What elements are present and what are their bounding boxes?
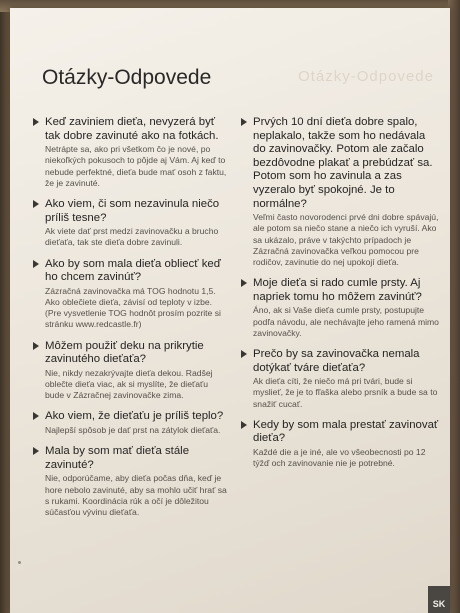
question-text: Ako viem, či som nezavinula niečo príliš tesne? — [45, 198, 220, 224]
answer-text: Zázračná zavinovačka má TOG hodnotu 1,5. Ako oblečiete dieťa, závisí od teploty v izbe. (Pre vysvetlenie TOG hodnôt prosím pozrite si stránku www.redcastle.fr) — [45, 285, 221, 330]
question-heading — [32, 258, 228, 285]
answer-text: Ak dieťa cíti, že niečo má pri tvári, bude si myslieť, že je to fľaška alebo prsník a bude sa to snažiť cucať. — [253, 376, 438, 409]
bullet-arrow-icon — [241, 350, 247, 358]
question-heading — [32, 198, 228, 225]
question-heading — [32, 340, 228, 367]
qa-item — [32, 198, 228, 249]
question-heading — [32, 445, 228, 472]
left-column — [32, 116, 228, 527]
bullet-arrow-icon — [33, 342, 39, 350]
question-text: Mala by som mať dieťa stále zavinuté? — [45, 445, 190, 471]
question-text: Prečo by sa zavinovačka nemala dotýkať tváre dieťaťa? — [253, 347, 420, 374]
question-heading — [240, 348, 440, 375]
right-column — [240, 116, 440, 478]
bleed-through-text: Otázky-Odpovede — [298, 68, 434, 85]
answer-text: Veľmi často novorodenci prvé dni dobre spávajú, ale potom sa niečo stane a niečo ich vyruší. Ako sa ukázalo, práve v takýchto prípadoch je Zázračná zavinovačka veľkou pomocou pre rodičov, zavinutie do nej upokojí dieťa. — [253, 212, 439, 267]
question-text: Môžem použiť deku na prikrytie zavinutého dieťaťa? — [45, 339, 204, 366]
qa-item — [240, 419, 440, 470]
qa-item — [240, 116, 440, 268]
question-text: Ako viem, že dieťaťu je príliš teplo? — [45, 410, 224, 423]
question-heading — [32, 410, 228, 424]
question-text: Keď zaviniem dieťa, nevyzerá byť tak dobre zavinuté ako na fotkách. — [45, 116, 219, 142]
booklet-page — [10, 8, 450, 613]
qa-item — [32, 116, 228, 189]
bullet-arrow-icon — [33, 412, 39, 420]
question-heading — [32, 116, 228, 143]
qa-item — [240, 348, 440, 410]
question-text: Ako by som mala dieťa obliecť keď ho chcem zavinúť? — [45, 257, 221, 284]
question-heading — [240, 277, 440, 304]
answer-text: Netrápte sa, ako pri všetkom čo je nové, po niekoľkých pokusoch to pôjde aj Vám. Aj keď to nebude perfektné, dieťa bude mať osoh z faktu, že je zavinuté. — [45, 144, 227, 188]
question-text: Prvých 10 dní dieťa dobre spalo, neplakalo, takže som ho nedávala do zavinovačky. Potom ale začalo bezdôvodne plakať a prebúdzať sa. Potom som ho zavinula a zas vyzeralo byť spokojné. Je to normálne? — [253, 116, 433, 210]
qa-item — [32, 258, 228, 331]
qa-item — [240, 277, 440, 339]
qa-item — [32, 410, 228, 436]
qa-item — [32, 445, 228, 518]
answer-text: Najlepší spôsob je dať prst na zátylok dieťaťa. — [45, 424, 221, 435]
question-text: Moje dieťa si rado cumle prsty. Aj napriek tomu ho môžem zavinúť? — [253, 277, 422, 303]
answer-text: Každé die a je iné, ale vo všeobecnosti po 12 týžď och zavinovanie nie je potrebné. — [253, 446, 426, 469]
answer-text: Áno, ak si Vaše dieťa cumle prsty, postupujte podľa návodu, ale nechávajte jeho ramená mimo zavinovačky. — [253, 305, 439, 338]
bullet-arrow-icon — [33, 118, 39, 126]
answer-text: Ak viete dať prst medzi zavinovačku a brucho dieťaťa, tak ste dieťa dobre zavinuli. — [45, 226, 219, 248]
answer-text: Nie, odporúčame, aby dieťa počas dňa, keď je hore nebolo zavinuté, aby sa mohlo učiť hrať sa s rukami. Koordinácia rúk a očí je dôležitou súčasťou vývinu dieťaťa. — [45, 473, 227, 517]
bullet-arrow-icon — [33, 200, 39, 208]
qa-item — [32, 340, 228, 402]
bullet-arrow-icon — [33, 260, 39, 268]
language-tab: SK — [428, 586, 450, 613]
question-text: Kedy by som mala prestať zavinovať dieťa? — [253, 418, 439, 445]
page-mark — [18, 561, 21, 564]
bullet-arrow-icon — [241, 279, 247, 287]
question-heading — [240, 419, 440, 446]
bullet-arrow-icon — [33, 447, 39, 455]
bullet-arrow-icon — [241, 421, 247, 429]
question-heading — [240, 116, 440, 211]
bullet-arrow-icon — [241, 118, 247, 126]
page-title: Otázky-Odpovede — [42, 66, 212, 89]
answer-text: Nie, nikdy nezakrývajte dieťa dekou. Radšej oblečte dieťa viac, ak si myslíte, že dieťaťu bude v Zázračnej zavinovačke zima. — [45, 367, 213, 401]
